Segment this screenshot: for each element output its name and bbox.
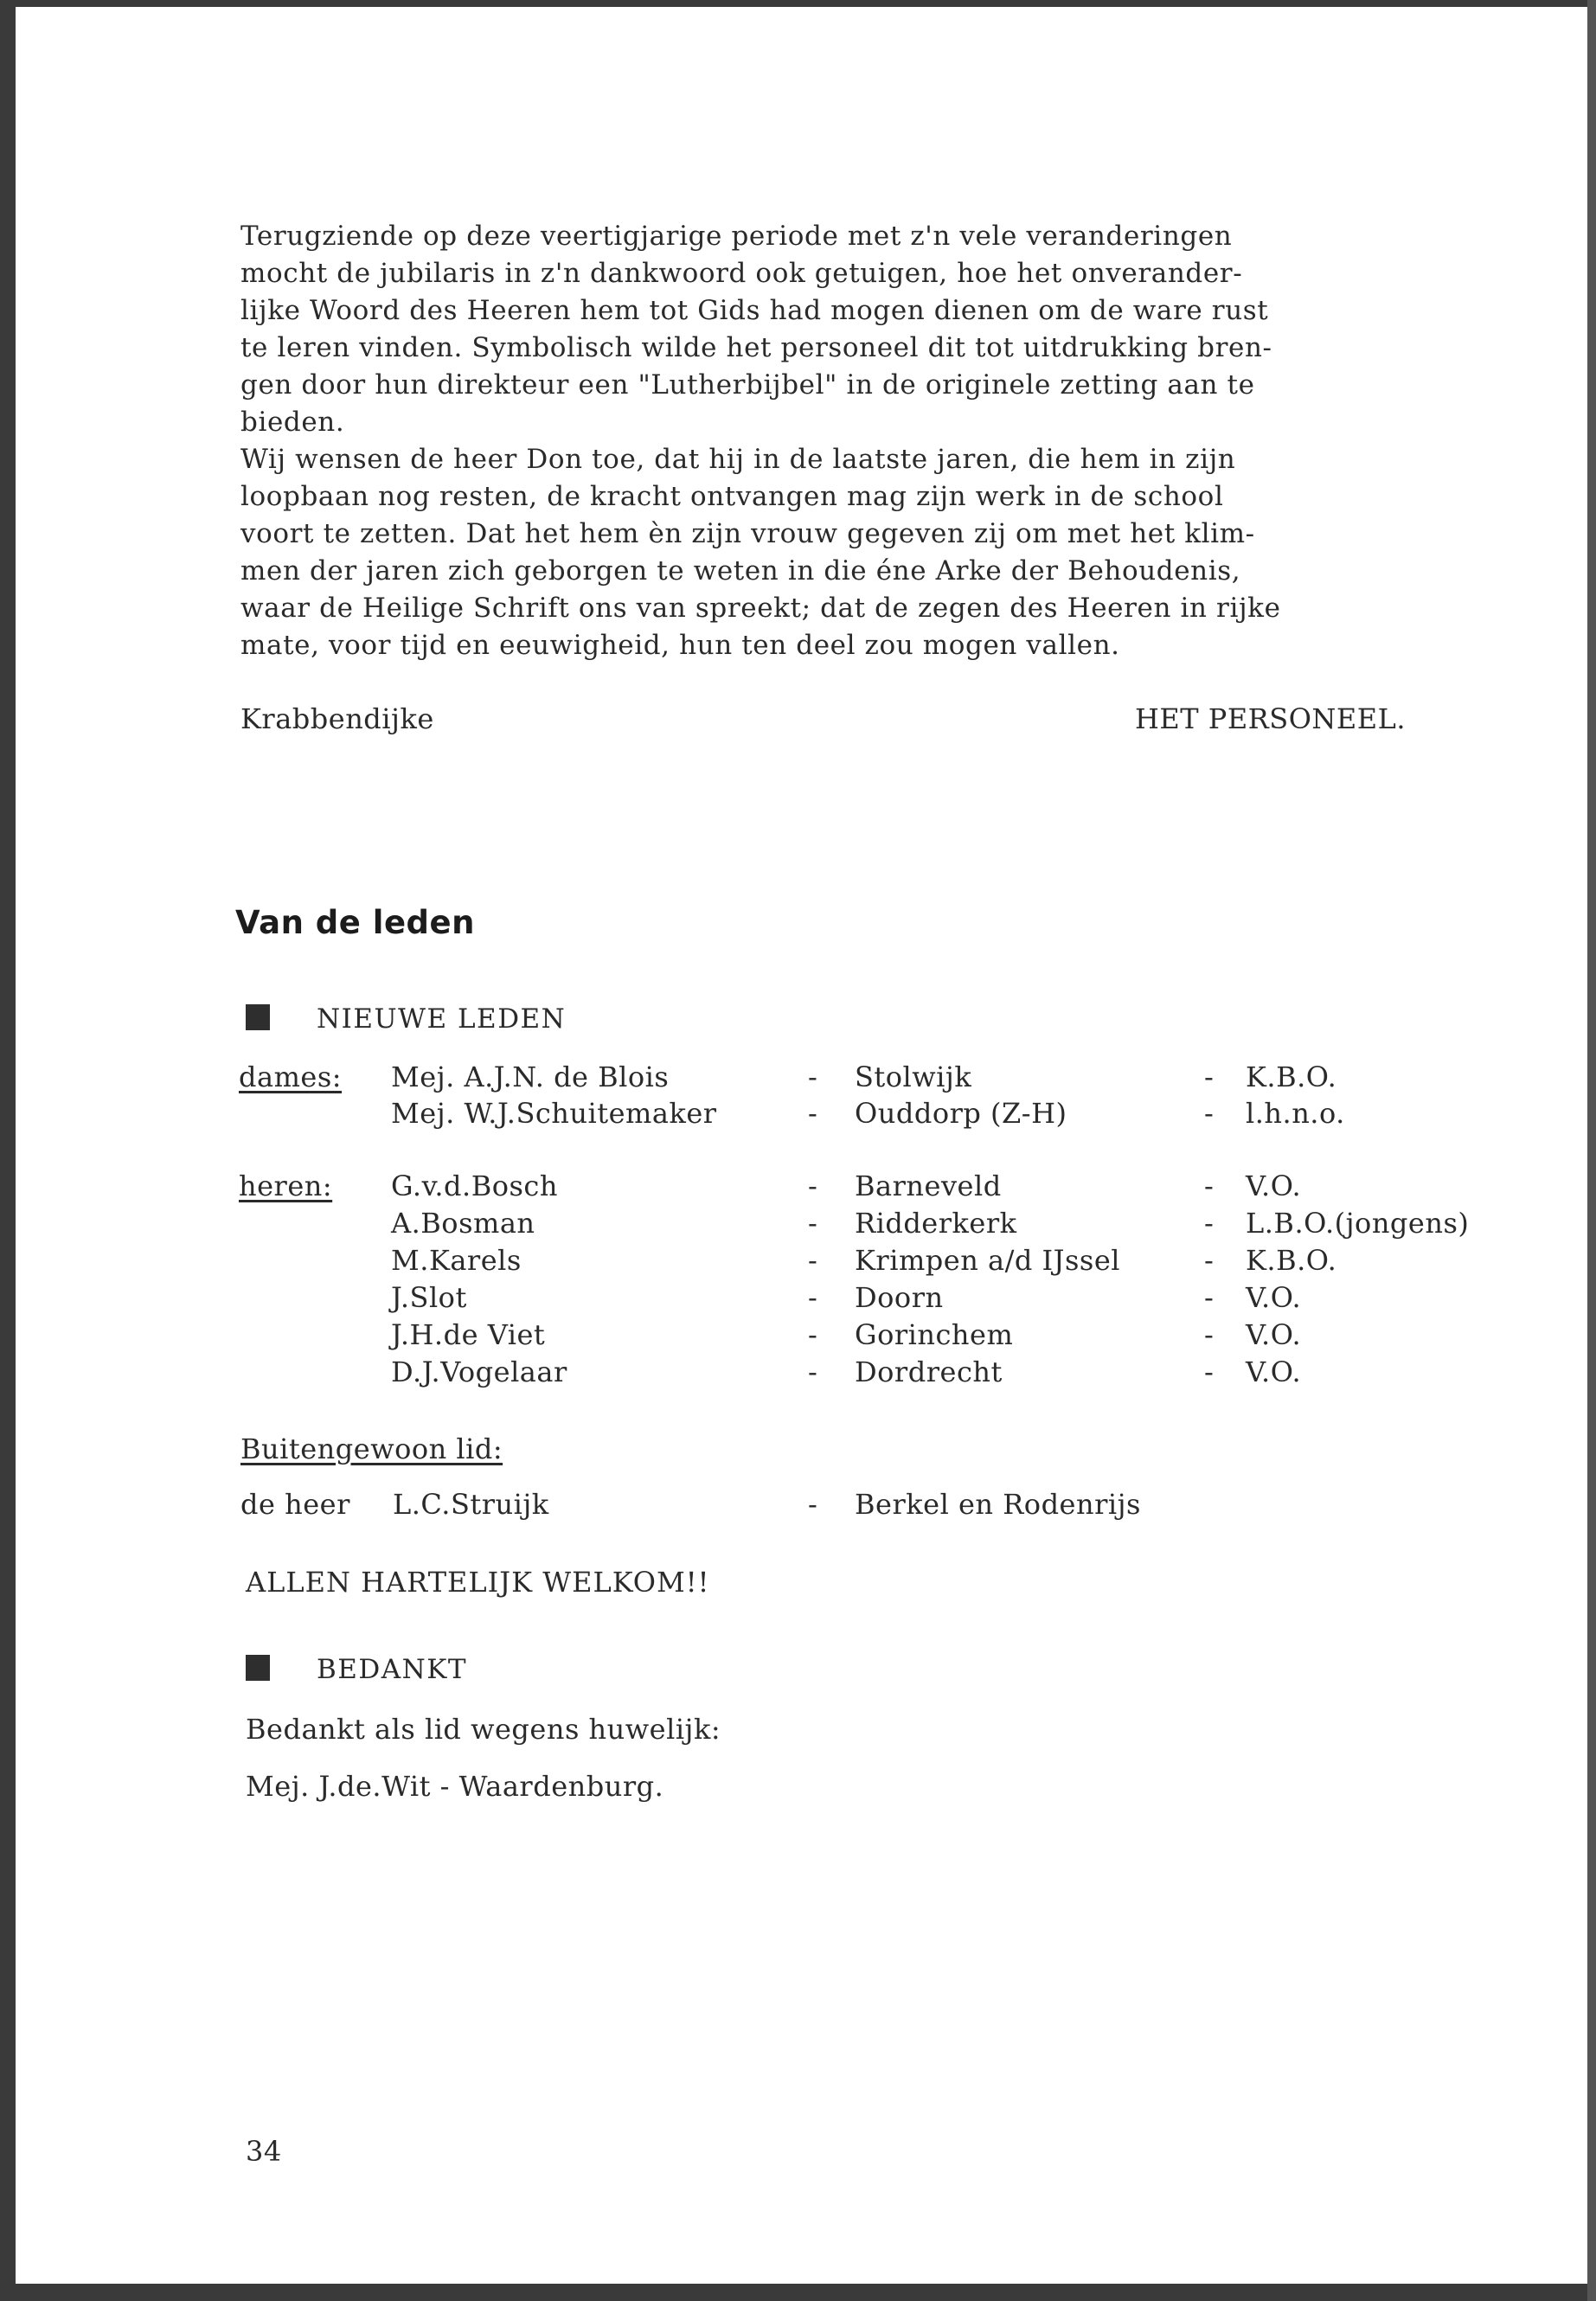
intro-line: voort te zetten. Dat het hem èn zijn vrouw gegeven zij om met het klim- [240,518,1255,549]
member-place: Ridderkerk [855,1207,1017,1240]
member-name: M.Karels [391,1244,522,1277]
thanked-label: BEDANKT [317,1654,468,1685]
member-name: A.Bosman [391,1207,535,1240]
member-school: V.O. [1246,1356,1302,1388]
intro-line: lijke Woord des Heeren hem tot Gids had mogen dienen om de ware rust [240,295,1269,326]
dash: - [1204,1207,1215,1240]
extra-member-prefix: de heer [240,1488,350,1521]
bullet-square [246,1655,270,1681]
member-school: l.h.n.o. [1246,1097,1345,1130]
member-name: Mej. A.J.N. de Blois [391,1061,670,1093]
intro-line: loopbaan nog resten, de kracht ontvangen mag zijn werk in de school [240,481,1224,512]
member-name: G.v.d.Bosch [391,1170,558,1202]
dames-label: dames: [239,1061,343,1093]
section-heading: Van de leden [235,904,475,941]
intro-line: mate, voor tijd en eeuwigheid, hun ten deel zou mogen vallen. [240,630,1120,661]
page-number: 34 [246,2135,282,2168]
heren-label: heren: [239,1170,333,1202]
member-school: K.B.O. [1246,1061,1337,1093]
member-name: J.H.de Viet [391,1318,546,1351]
dash: - [808,1061,818,1093]
extra-member-place: Berkel en Rodenrijs [855,1488,1141,1521]
dash: - [1204,1061,1215,1093]
bullet-square [246,1004,270,1030]
member-school: L.B.O.(jongens) [1246,1207,1470,1240]
member-name: Mej. W.J.Schuitemaker [391,1097,717,1130]
scan-border-bottom [0,2284,1596,2301]
scan-border-top [0,0,1596,7]
thanked-reason: Bedankt als lid wegens huwelijk: [246,1713,721,1746]
dash: - [808,1356,818,1388]
dash: - [808,1488,818,1521]
intro-line: gen door hun direkteur een "Lutherbijbel" in de originele zetting aan te [240,369,1255,401]
intro-paragraph [240,218,1469,664]
member-place: Krimpen a/d IJssel [855,1244,1120,1277]
intro-line: mocht de jubilaris in z'n dankwoord ook getuigen, hoe het onverander- [240,258,1243,289]
signoff-signature: HET PERSONEEL. [1135,702,1407,735]
member-school: V.O. [1246,1318,1302,1351]
member-school: K.B.O. [1246,1244,1337,1277]
member-place: Doorn [855,1281,944,1314]
member-place: Stolwijk [855,1061,972,1093]
dash: - [808,1244,818,1277]
scan-border-right [1587,0,1596,2301]
dash: - [808,1318,818,1351]
extra-member-name: L.C.Struijk [393,1488,549,1521]
member-school: V.O. [1246,1281,1302,1314]
signoff-place: Krabbendijke [240,702,434,735]
intro-line: waar de Heilige Schrift ons van spreekt; dat de zegen des Heeren in rijke [240,593,1281,624]
dash: - [1204,1281,1215,1314]
dash: - [1204,1244,1215,1277]
intro-line: Terugziende op deze veertigjarige periode met z'n vele veranderingen [240,221,1233,252]
dash: - [808,1097,818,1130]
dash: - [808,1170,818,1202]
member-place: Ouddorp (Z-H) [855,1097,1067,1130]
welcome-text: ALLEN HARTELIJK WELKOM!! [246,1566,710,1599]
dash: - [1204,1318,1215,1351]
dash: - [1204,1356,1215,1388]
dash: - [808,1207,818,1240]
intro-line: men der jaren zich geborgen te weten in die éne Arke der Behoudenis, [240,555,1241,586]
member-name: D.J.Vogelaar [391,1356,567,1388]
member-name: J.Slot [391,1281,467,1314]
intro-line: bieden. [240,407,345,438]
new-members-label: NIEUWE LEDEN [317,1003,567,1035]
intro-line: te leren vinden. Symbolisch wilde het personeel dit tot uitdrukking bren- [240,332,1272,363]
dash: - [1204,1170,1215,1202]
member-place: Barneveld [855,1170,1002,1202]
intro-line: Wij wensen de heer Don toe, dat hij in de laatste jaren, die hem in zijn [240,444,1236,475]
extra-member-label: Buitengewoon lid: [240,1433,503,1465]
dash: - [1204,1097,1215,1130]
thanked-entry: Mej. J.de.Wit - Waardenburg. [246,1770,664,1803]
member-place: Gorinchem [855,1318,1014,1351]
member-place: Dordrecht [855,1356,1003,1388]
scan-border-left [0,0,16,2301]
dash: - [808,1281,818,1314]
member-school: V.O. [1246,1170,1302,1202]
